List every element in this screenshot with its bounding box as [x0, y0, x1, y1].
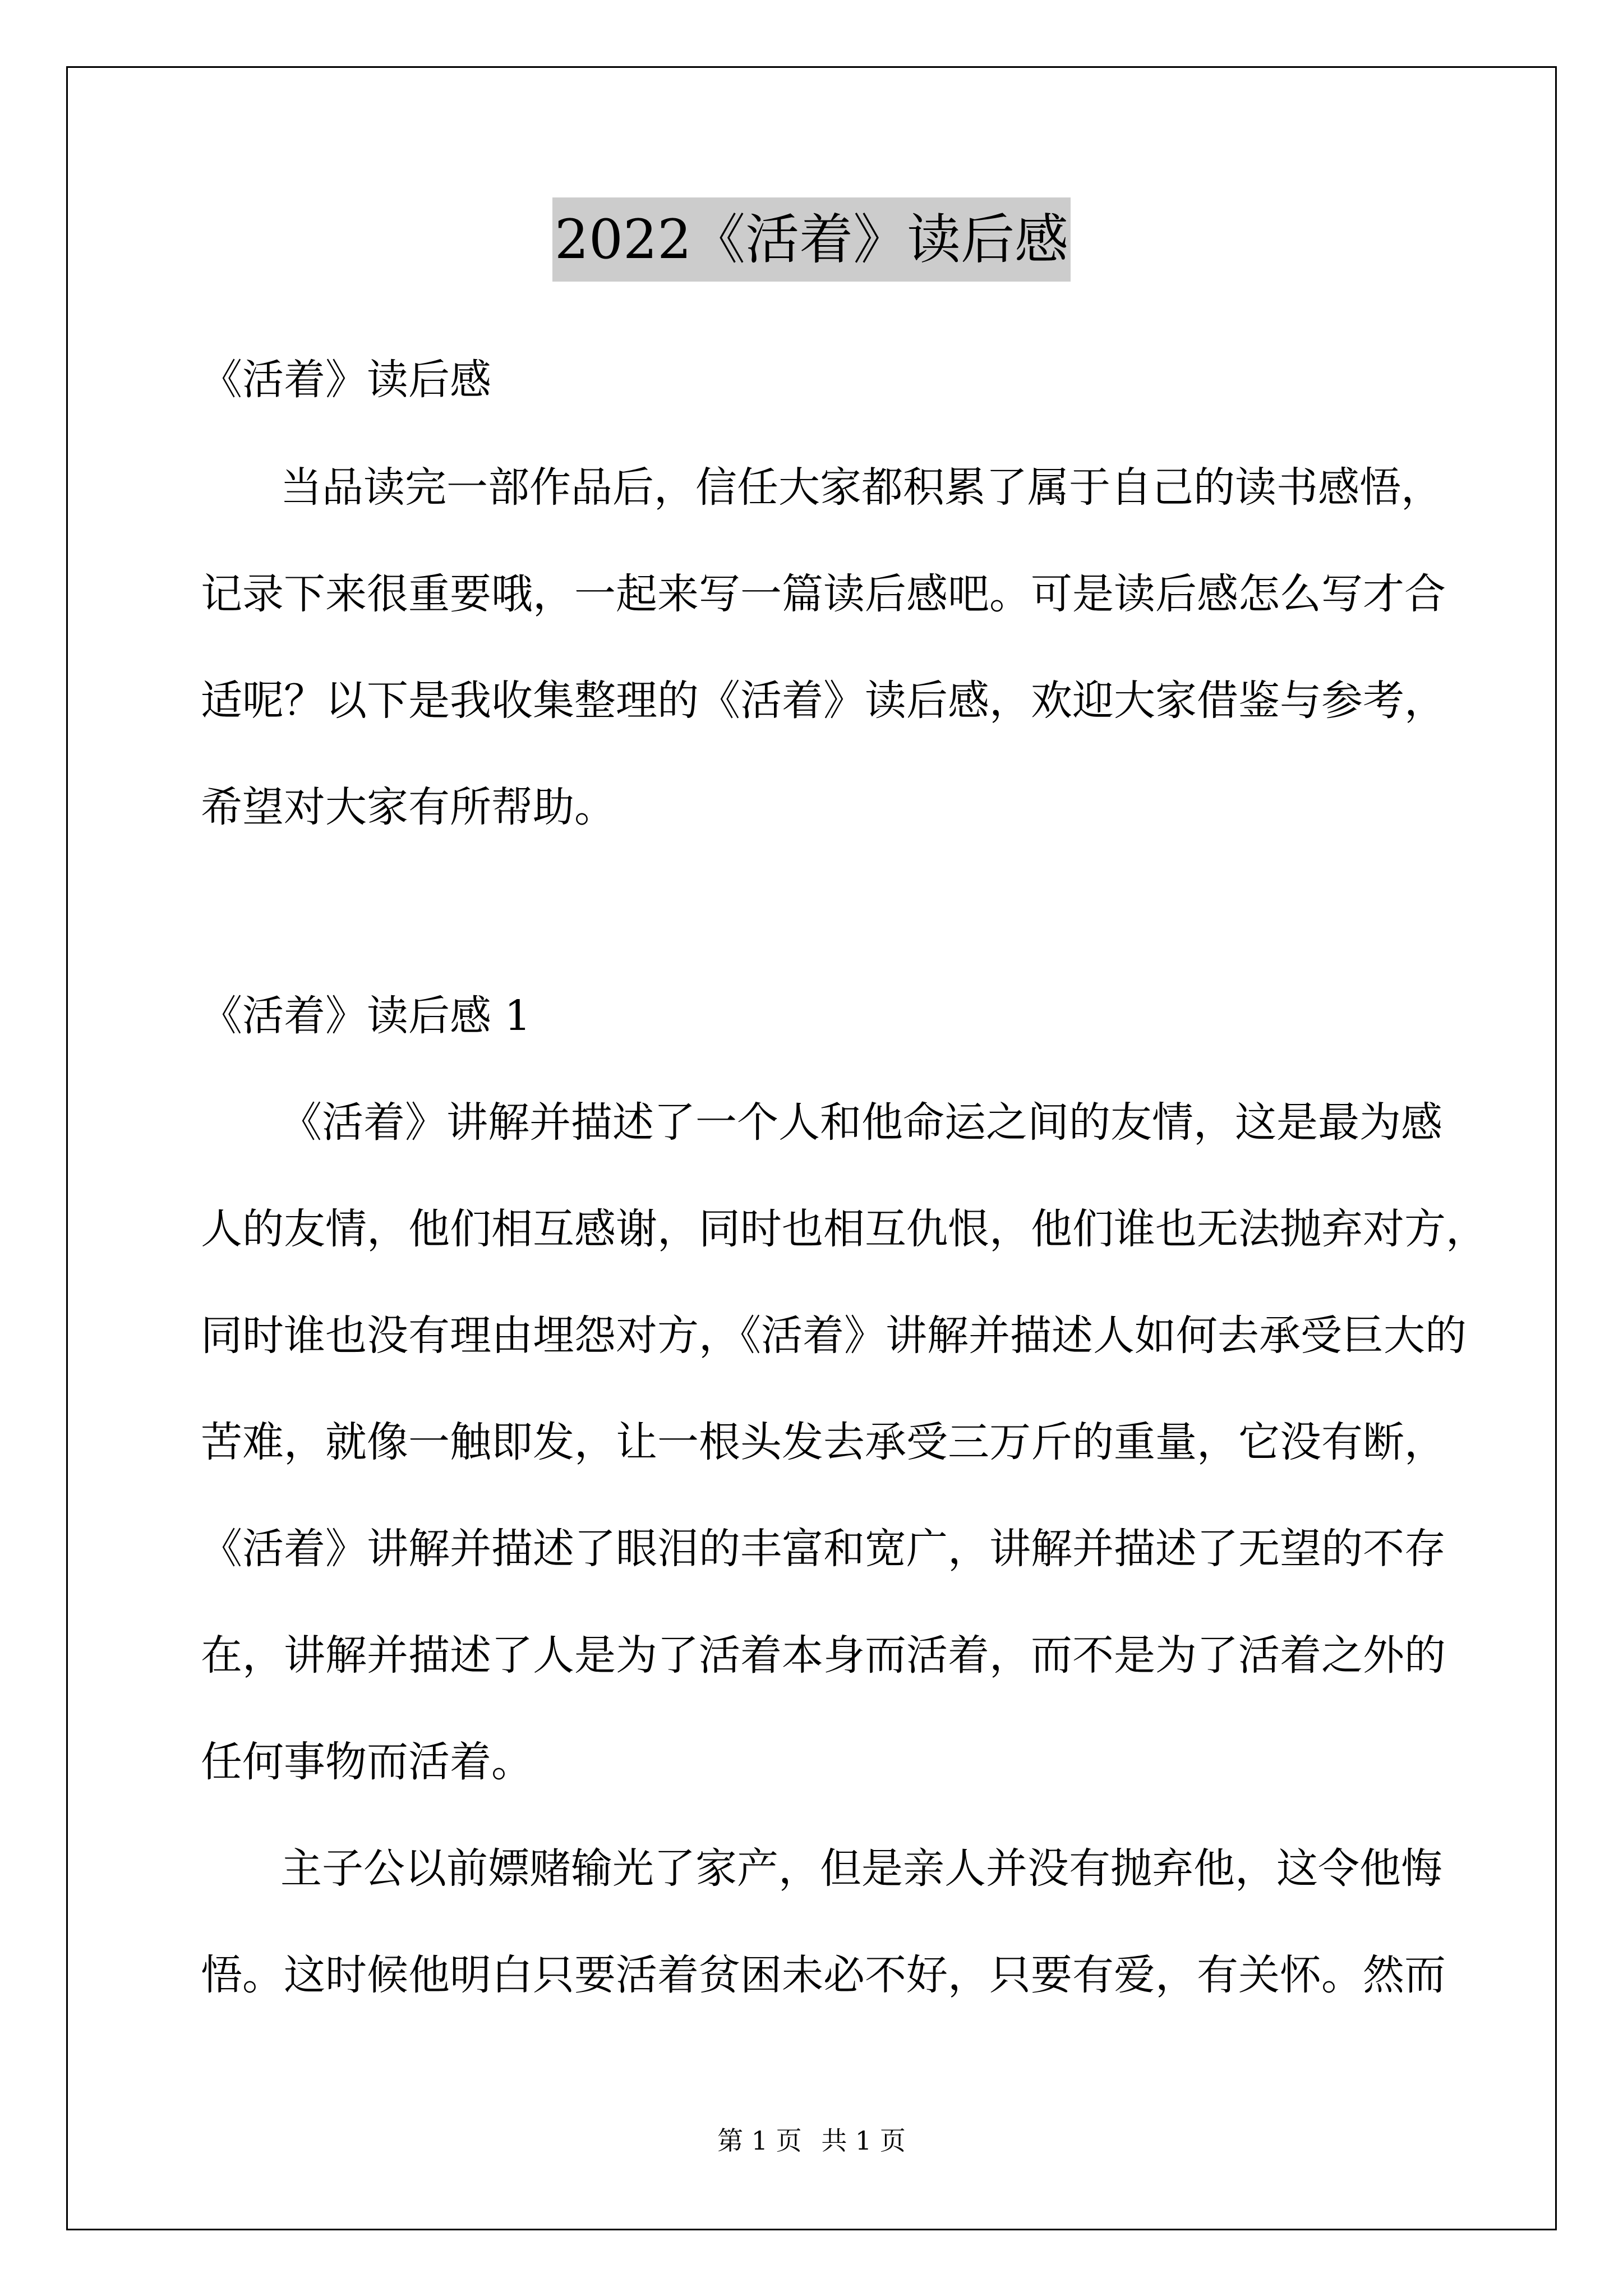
body-line: 适呢？以下是我收集整理的《活着》读后感，欢迎大家借鉴与参考，	[201, 677, 1446, 725]
body-line: 人的友情，他们相互感谢，同时也相互仇恨，他们谁也无法抛弃对方，	[201, 1205, 1487, 1253]
body-line: 任何事物而活着。	[201, 1738, 533, 1786]
page-footer	[0, 2124, 1623, 2157]
body-line: 《活着》讲解并描述了眼泪的丰富和宽广，讲解并描述了无望的不存	[201, 1525, 1446, 1573]
section-heading: 《活着》读后感 1	[201, 992, 531, 1040]
body-line: 苦难，就像一触即发，让一根头发去承受三万斤的重量，它没有断，	[201, 1418, 1446, 1466]
body-line: 同时谁也没有理由埋怨对方，《活着》讲解并描述人如何去承受巨大的	[201, 1312, 1467, 1360]
page-total: 共 1 页	[821, 2125, 906, 2156]
intro-heading: 《活着》读后感	[201, 356, 491, 404]
document-title: 2022《活着》读后感	[552, 197, 1071, 282]
title-container	[0, 197, 1623, 282]
body-line: 希望对大家有所帮助。	[201, 783, 616, 831]
body-line: 悟。这时候他明白只要活着贫困未必不好，只要有爱，有关怀。然而	[201, 1951, 1446, 1999]
body-line: 主子公以前嫖赌输光了家产，但是亲人并没有抛弃他，这令他悔	[280, 1844, 1442, 1893]
body-line: 《活着》讲解并描述了一个人和他命运之间的友情，这是最为感	[280, 1098, 1442, 1147]
body-line: 当品读完一部作品后，信任大家都积累了属于自己的读书感悟，	[280, 463, 1442, 512]
body-line: 记录下来很重要哦，一起来写一篇读后感吧。可是读后感怎么写才合	[201, 570, 1446, 618]
page-number: 第 1 页	[717, 2125, 802, 2156]
body-line: 在，讲解并描述了人是为了活着本身而活着，而不是为了活着之外的	[201, 1631, 1446, 1680]
